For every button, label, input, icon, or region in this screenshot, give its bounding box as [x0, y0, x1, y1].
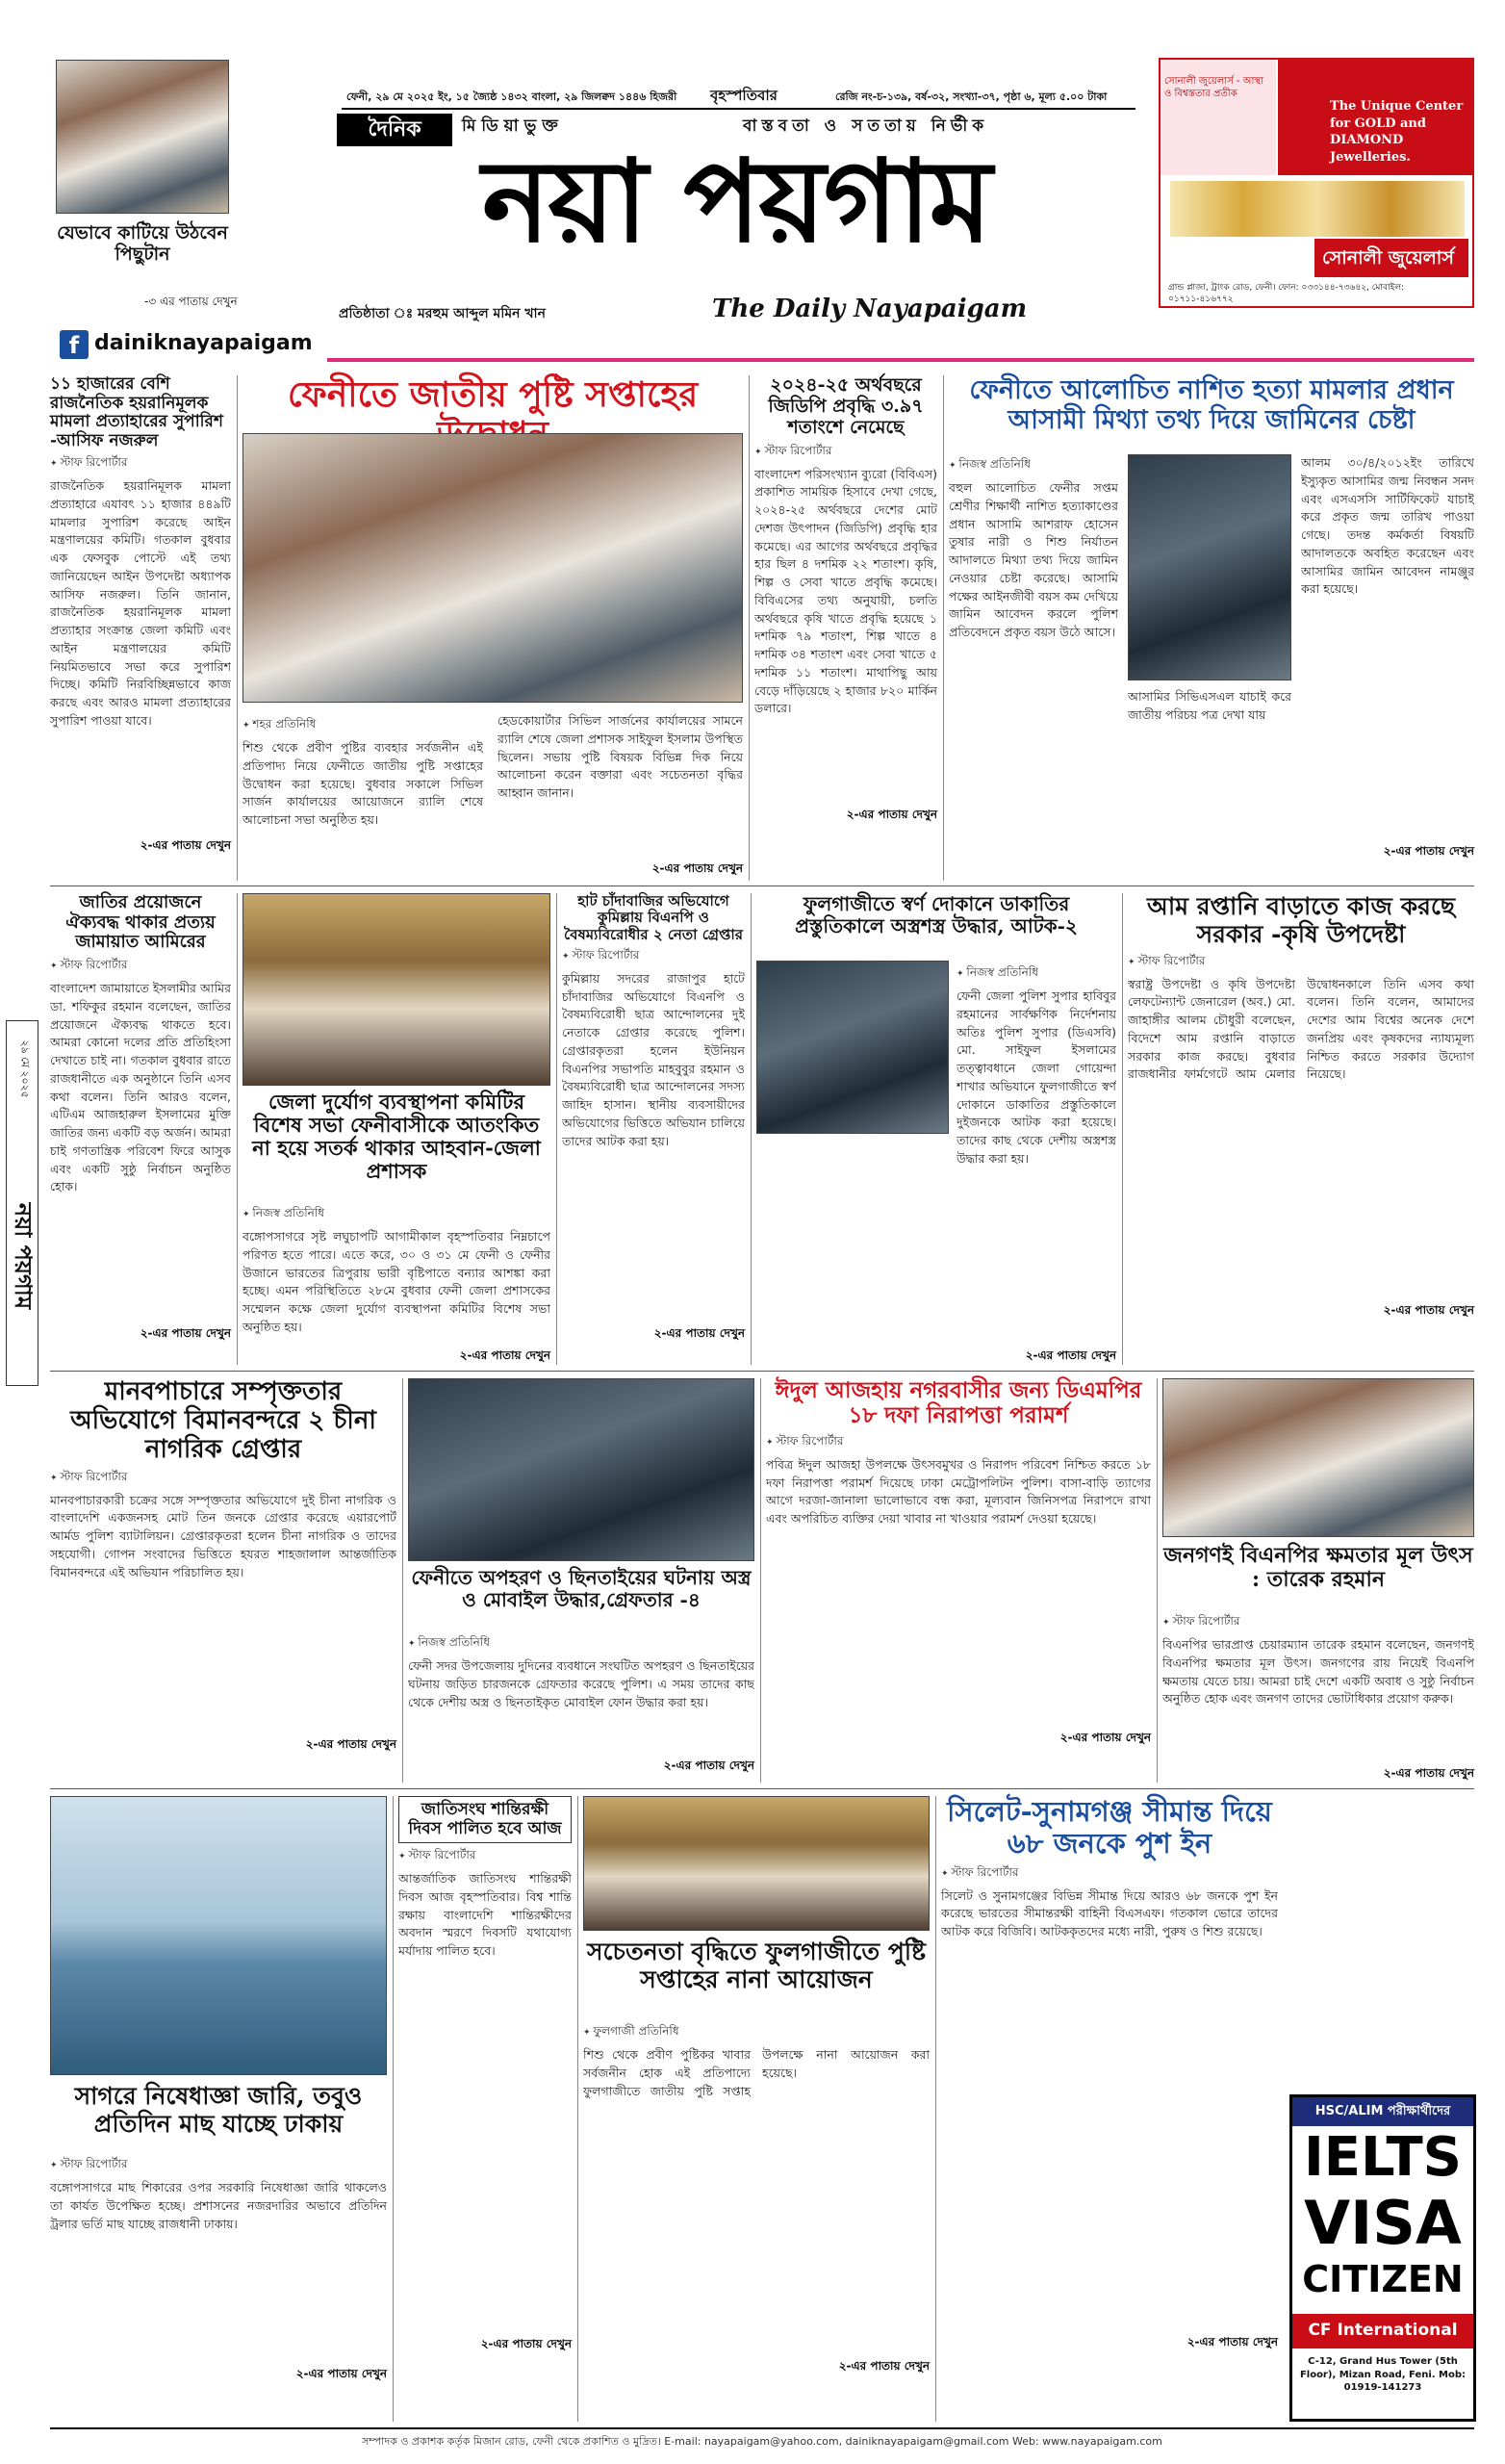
article-fulgazi-nutrition[interactable]: [583, 1796, 930, 2422]
ielts-ad-top: HSC/ALIM পরীক্ষার্থীদের: [1292, 2097, 1473, 2126]
founder-line: প্রতিষ্ঠাতা ঃ মরহুম আব্দুল মমিন খান: [339, 306, 546, 321]
reporter: ✦ নিজস্ব প্রতিনিধি: [242, 1205, 550, 1224]
reporter: ✦ স্টাফ রিপোর্টার: [766, 1433, 1151, 1452]
side-strip-name: নয়া পয়গাম: [9, 1202, 38, 1310]
reporter: ✦ স্টাফ রিপোর্টার: [398, 1847, 572, 1866]
article-photo: [1162, 1378, 1474, 1537]
reporter: ✦ ফুলগাজী প্রতিনিধি: [583, 2023, 930, 2042]
article-photo: [756, 961, 949, 1134]
ad-small-text: সোনালী জুয়েলার্স - আস্থা ও বিশ্বস্ততার প্রতীক: [1164, 76, 1263, 99]
jump-link[interactable]: ২-এর পাতায় দেখুন: [838, 2359, 930, 2373]
article-body-left: বহুল আলোচিত ফেনীর সপ্তম শ্রেণীর শিক্ষার্থী নাশিত হত্যাকাণ্ডের প্রধান আসামি আশরাফ হোসেন তুষার নারী ও শিশু নির্যাতন আদালতে মিথ্যা তথ্য দিয়ে জামিন নেওয়ার চেষ্টা করেছে। আসামি পক্ষের আইনজীবী বয়স কম দেখিয়ে জামিন আবেদন করলে পুলিশ প্রতিবেদনে প্রকৃত বয়স উঠে আসে।: [949, 480, 1118, 639]
jump-link[interactable]: ২-এর পাতায় দেখুন: [1025, 1348, 1116, 1362]
facebook-icon[interactable]: f: [60, 330, 89, 359]
article-body: বিএনপির ভারপ্রাপ্ত চেয়ারম্যান তারেক রহমান বলেছেন, জনগণই বিএনপির ক্ষমতার মূল উৎস। জনগণের রায় নিয়েই বিএনপি ক্ষমতায় যেতে চায়। আমরা চাই দেশে একটি অবাধ ও সুষ্ঠু নির্বাচন অনুষ্ঠিত হোক এবং জনগণ তাদের ভোটাধিকার প্রয়োগ করুক।: [1162, 1637, 1474, 1707]
ad-address: গ্রান্ড প্লাজা, ট্রাংক রোড, ফেনী। ফোন: ০৩৩১৪৪-৭৩৬৪২, মোবাইল: ০১৭১১-৪১৬৭৭২: [1168, 283, 1405, 304]
article-body: বাংলাদেশ জামায়াতে ইসলামীর আমির ডা. শফিকুর রহমান বলেছেন, জাতির প্রয়োজনে ঐক্যবদ্ধ থাকতে হবে। আমরা কোনো দলের প্রতি প্রতিহিংসা দেখাতে চাই না। গতকাল বুধবার রাতে রাজধানীতে এক অনুষ্ঠানে তিনি এসব কথা বলেন। তিনি আরও বলেন, এটিএম আজহারুল ইসলামের মুক্তি জাতির জন্য একটি বড় অর্জন। আমরা চাই গণতান্ত্রিক পরিবেশ ফিরে আসুক এবং একটি সুষ্ঠু নির্বাচন অনুষ্ঠিত হোক।: [50, 981, 231, 1194]
jump-link[interactable]: ২-এর পাতায় দেখুন: [140, 838, 231, 853]
jump-link[interactable]: ২-এর পাতায় দেখুন: [651, 861, 743, 875]
article-nashit-murder[interactable]: [949, 375, 1474, 881]
article-body: মানবপাচারকারী চক্রের সঙ্গে সম্পৃক্ততার অভিযোগে দুই চীনা নাগরিক ও বাংলাদেশি একজনসহ মোট তিন জনকে গ্রেপ্তার করেছে এয়ারপোর্ট আর্মড পুলিশ ব্যাটালিয়ন। গ্রেপ্তারকৃতরা হলেন চীনা নাগরিক ও তাদের সহযোগী। গোপন সংবাদের ভিত্তিতে হযরত শাহজালাল আন্তর্জাতিক বিমানবন্দরে এই অভিযান পরিচালিত হয়।: [50, 1492, 396, 1579]
article-jamaat[interactable]: [50, 893, 231, 1365]
article-dmp-eid[interactable]: [766, 1378, 1151, 1783]
article-title[interactable]: ২০২৪-২৫ অর্থবছরে জিডিপি প্রবৃদ্ধি ৩.৯৭ শতাংশে নেমেছে: [768, 374, 924, 438]
article-body-right: হেডকোয়ার্টার সিভিল সার্জনের কার্যালয়ের সামনে র‍্যালি শেষে জেলা প্রশাসক সাইফুল ইসলাম উপস্থিত ছিলেন। সভায় পুষ্টি বিষয়ক বিভিন্ন দিক নিয়ে আলোচনা করেন বক্তারা এবং সচেতনতা বৃদ্ধির আহ্বান জানান।: [497, 713, 743, 800]
ielts-ad-address: C-12, Grand Hus Tower (5th Floor), Mizan Road, Feni. Mob: 01919-141273: [1299, 2356, 1467, 2393]
tagline-left: মিডিয়াভুক্ত: [462, 116, 564, 136]
article-body: ফেনী সদর উপজেলায় দুদিনের ব্যবধানে সংঘটিত অপহরণ ও ছিনতাইয়ের ঘটনায় জড়িত চারজনকে গ্রেফতার করেছে পুলিশ। এ সময় তাদের কাছ থেকে দেশীয় অস্ত্র ও ছিনতাইকৃত মোবাইল ফোন উদ্ধার করা হয়।: [408, 1658, 754, 1709]
english-name: The Daily Nayapaigam: [712, 295, 1028, 323]
ad-english-tagline: The Unique Center for GOLD and DIAMOND Jewelleries.: [1330, 99, 1464, 165]
reporter: ✦ স্টাফ রিপোর্টার: [1162, 1613, 1474, 1632]
reporter: ✦ শহর প্রতিনিধি: [242, 716, 483, 735]
photo-caption: আসামির সিভিএসএল যাচাই করে জাতীয় পরিচয় পত্র দেখা যায়: [1128, 689, 1291, 722]
article-title[interactable]: ফেনীতে জাতীয় পুষ্টি সপ্তাহের: [287, 374, 699, 415]
article-feni-kidnapping[interactable]: [408, 1378, 754, 1783]
jump-link[interactable]: ২-এর পাতায় দেখুন: [663, 1758, 754, 1772]
weekday: বৃহস্পতিবার: [710, 87, 778, 104]
article-push-in[interactable]: [941, 1796, 1278, 2422]
article-disaster-meeting[interactable]: [242, 893, 550, 1365]
jump-link[interactable]: ২-এর পাতায় দেখুন: [295, 2367, 387, 2380]
date-line: ফেনী, ২৯ মে ২০২৫ ইং, ১৫ জ্যৈষ্ঠ ১৪৩২ বাংলা, ২৯ জিলক্বদ ১৪৪৬ হিজরী: [346, 90, 677, 103]
ad-jewellery-photo: [1170, 181, 1465, 237]
ielts-ad-line3: CITIZEN: [1302, 2258, 1464, 2300]
reporter: ✦ স্টাফ রিপোর্টার: [754, 443, 937, 462]
masthead-title: নয়া পয়গাম: [482, 134, 990, 268]
article-photo: [583, 1796, 930, 1931]
jump-link[interactable]: ২-এর পাতায় দেখুন: [653, 1325, 745, 1340]
article-title[interactable]: জনগণই বিএনপির ক্ষমতার মূল উৎস : তারেক রহমান: [1163, 1543, 1473, 1593]
article-title[interactable]: ঈদুল আজহায় নগরবাসীর জন্য ডিএমপির ১৮ দফা নিরাপত্তা পরামর্শ: [775, 1377, 1142, 1429]
ad-brand-name: সোনালী জুয়েলার্স: [1322, 247, 1454, 269]
article-body: বঙ্গোপসাগরে মাছ শিকারের ওপর সরকারি নিষেধাজ্ঞা জারি থাকলেও তা কার্যত উপেক্ষিত হচ্ছে। প্রশাসনের নজরদারির অভাবে প্রতিদিন ট্রলার ভর্তি মাছ যাচ্ছে রাজধানী ঢাকায়।: [50, 2180, 387, 2231]
article-body: স্বরাষ্ট্র উপদেষ্টা ও কৃষি উপদেষ্টা লেফটেন্যান্ট জেনারেল (অব.) মো. জাহাঙ্গীর আলম চৌধুরী বলেছেন, বিদেশে আম রপ্তানি বাড়াতে সরকার কাজ করছে। বুধবার রাজধানীর ফার্মগেটে আম মেলার উদ্বোধনকালে তিনি এসব কথা বলেন। তিনি বলেন, আমাদের দেশের আম বিশ্বের অনেক দেশে জনপ্রিয় এবং কৃষকদের ন্যায্যমূল্য নিশ্চিত করতে সরকার উদ্যোগ নিয়েছে।: [1128, 976, 1474, 1082]
article-title[interactable]: ফেনীতে অপহরণ ও ছিনতাইয়ের ঘটনায় অস্ত্র ও মোবাইল উদ্ধার,গ্রেফতার -৪: [411, 1566, 752, 1611]
reporter: ✦ নিজস্ব প্রতিনিধি: [949, 456, 1118, 475]
article-photo: [242, 433, 743, 703]
facebook-handle[interactable]: dainiknayapaigam: [94, 331, 313, 355]
jump-link[interactable]: ২-এর পাতায় দেখুন: [1059, 1730, 1151, 1744]
jump-link[interactable]: ২-এর পাতায় দেখুন: [459, 1348, 550, 1362]
article-peacekeepers[interactable]: [398, 1796, 572, 2422]
jump-link[interactable]: ২-এর পাতায় দেখুন: [1383, 844, 1474, 858]
ielts-ad-line2: VISA: [1304, 2188, 1462, 2258]
article-title[interactable]: জাতিসংঘ শান্তিরক্ষী দিবস পালিত হবে আজ: [398, 1796, 572, 1843]
article-title[interactable]: সচেতনতা বৃদ্ধিতে ফুলগাজীতে পুষ্টি সপ্তাহের নানা আয়োজন: [586, 1938, 927, 1993]
jewellery-ad[interactable]: [1159, 58, 1474, 308]
side-strip: [6, 1020, 38, 1386]
article-title[interactable]: হাট চাঁদাবাজির অভিযোগে কুমিল্লায় বিএনপি ও বৈষম্যবিরোধীর ২ নেতা গ্রেপ্তার: [564, 892, 743, 943]
ielts-ad-company: CF International: [1308, 2321, 1458, 2340]
teaser-title[interactable]: যেভাবে কাটিয়ে উঠবেন পিছুটান: [57, 222, 228, 265]
side-strip-date: ২৯ মে ২০২৫: [18, 1040, 32, 1098]
jump-link[interactable]: ২-এর পাতায় দেখুন: [305, 1736, 396, 1751]
article-comilla-arrest[interactable]: [562, 893, 745, 1365]
article-fulgazi-robbery[interactable]: [756, 893, 1116, 1365]
article-body: বাংলাদেশ পরিসংখ্যান ব্যুরো (বিবিএস) প্রকাশিত সাময়িক হিসাবে দেখা গেছে, ২০২৪-২৫ অর্থবছরে দেশের মোট দেশজ উৎপাদন (জিডিপি) প্রবৃদ্ধি হার কমেছে। এর আগের অর্থবছরে প্রবৃদ্ধির হার ছিল ৪ দশমিক ২২ শতাংশ। কৃষি, শিল্প ও সেবা খাতে প্রবৃদ্ধি কমেছে। বিবিএসের তথ্য অনুযায়ী, চলতি অর্থবছরে কৃষি খাতে প্রবৃদ্ধি হয়েছে ১ দশমিক ৭৯ শতাংশ, শিল্প খাতে ৪ দশমিক ৩৪ শতাংশ এবং সেবা খাতে ৫ দশমিক ১১ শতাংশ। মাথাপিছু আয় বেড়ে দাঁড়িয়েছে ২ হাজার ৮২০ মার্কিন ডলারে।: [754, 466, 937, 716]
article-human-trafficking[interactable]: [50, 1378, 396, 1783]
jump-link[interactable]: ২-এর পাতায় দেখুন: [480, 2337, 572, 2351]
teaser-photo: [56, 60, 229, 214]
article-photo: [50, 1796, 387, 2075]
article-tarique[interactable]: [1162, 1378, 1474, 1783]
ielts-ad[interactable]: [1289, 2094, 1476, 2422]
jump-link[interactable]: ২-এর পাতায় দেখুন: [1186, 2334, 1278, 2348]
teaser-jump: -৩ এর পাতায় দেখুন: [144, 295, 238, 308]
article-body: সিলেট ও সুনামগঞ্জের বিভিন্ন সীমান্ত দিয়ে আরও ৬৮ জনকে পুশ ইন করেছে ভারতের সীমান্তরক্ষী বাহিনী বিএসএফ। গতকাল ভোরে তাদের আটক করে বিজিবি। আটককৃতদের মধ্যে নারী, পুরুষ ও শিশু রয়েছে।: [941, 1887, 1278, 1939]
tagline-right: বাস্তবতা ও সততায় নির্ভীক: [743, 116, 989, 136]
masthead-small: দৈনিক: [337, 114, 452, 146]
jump-link[interactable]: ২-এর পাতায় দেখুন: [140, 1326, 231, 1341]
reporter: ✦ স্টাফ রিপোর্টার: [50, 1469, 396, 1488]
article-body: বঙ্গোপসাগরে সৃষ্ট লঘুচাপটি আগামীকাল বৃহস্পতিবার নিম্নচাপে পরিণত হতে পারে। এতে করে, ৩০ ও ৩১ মে ফেনী ও ফেনীর উজানে ভারতের ত্রিপুরায় ভারী বৃষ্টিপাতে বন্যার আশঙ্কা করা হচ্ছে। এমন পরিস্থিতিতে ২৮মে বুধবার ফেনী জেলা প্রশাসকের সম্মেলন কক্ষে জেলা দুর্যোগ ব্যবস্থাপনা কমিটির বিশেষ সভা অনুষ্ঠিত হয়।: [242, 1229, 550, 1334]
article-body: ফেনী জেলা পুলিশ সুপার হাবিবুর রহমানের সার্বক্ষণিক নির্দেশনায় অতিঃ পুলিশ সুপার (ডিএসবি) মো. সাইফুল ইসলামের তত্ত্বাবধানে জেলা গোয়েন্দা শাখার অভিযানে ফুলগাজীতে স্বর্ণ দোকানে ডাকাতির প্রস্তুতিকালে দুইজনকে আটক করা হয়েছে। তাদের কাছ থেকে দেশীয় অস্ত্রশস্ত্র উদ্ধার করা হয়।: [957, 988, 1116, 1166]
reporter: ✦ স্টাফ রিপোর্টার: [941, 1864, 1278, 1884]
article-nutrition-week[interactable]: [242, 375, 743, 881]
article-body: আন্তর্জাতিক জাতিসংঘ শান্তিরক্ষী দিবস আজ বৃহস্পতিবার। বিশ্ব শান্তি রক্ষায় বাংলাদেশি শান্তিরক্ষীদের অবদান স্মরণে দিবসটি যথাযোগ্য মর্যাদায় পালিত হবে।: [398, 1871, 572, 1959]
article-body: কুমিল্লায় সদরের রাজাপুর হাটে চাঁদাবাজির অভিযোগে বিএনপি ও বৈষম্যবিরোধী ছাত্র আন্দোলনের দুই নেতাকে গ্রেপ্তার করেছে পুলিশ। গ্রেপ্তারকৃতরা হলেন ইউনিয়ন বিএনপির সভাপতি মাহবুবুর রহমান ও বৈষম্যবিরোধী ছাত্র আন্দোলনের সদস্য জাহিদ হাসান। স্থানীয় ব্যবসায়ীদের অভিযোগের ভিত্তিতে অভিযান চালিয়ে তাদের আটক করা হয়।: [562, 970, 745, 1148]
article-photo: [242, 893, 550, 1086]
article-case-withdrawal[interactable]: [50, 375, 231, 881]
article-title[interactable]: ফুলগাজীতে স্বর্ণ দোকানে ডাকাতির প্রস্তুতিকালে অস্ত্রশস্ত্র উদ্ধার, আটক-২: [795, 892, 1078, 937]
article-title[interactable]: ১১ হাজারের বেশি রাজনৈতিক হয়রানিমূলক মামলা প্রত্যাহারের সুপারিশ -আসিফ নজরুল: [50, 374, 223, 450]
article-body: শিশু থেকে প্রবীণ পুষ্টিকর খাবার সর্বজনীন হোক এই প্রতিপাদ্যে ফুলগাজীতে জাতীয় পুষ্টি সপ্তাহ উপলক্ষে নানা আয়োজন করা হয়েছে।: [583, 2047, 930, 2098]
article-body-left: শিশু থেকে প্রবীণ পুষ্টির ব্যবহার সর্বজনীন এই প্রতিপাদ্য নিয়ে ফেনীতে জাতীয় পুষ্টি সপ্তাহের উদ্বোধন করা হয়েছে। বুধবার সকালে সিভিল সার্জন কার্যালয়ের আয়োজনে র‍্যালি শেষে আলোচনা সভা অনুষ্ঠিত হয়।: [242, 740, 483, 827]
reporter: ✦ নিজস্ব প্রতিনিধি: [957, 964, 1116, 984]
reg-line: রেজি নং-চ-১৩৯, বর্ষ-৩২, সংখ্যা-৩৭, পৃষ্ঠা ৬, মূল্য ৫.০০ টাকা: [835, 90, 1108, 103]
article-photo: [1128, 454, 1291, 680]
article-body: পবিত্র ঈদুল আজহা উপলক্ষে উৎসবমুখর ও নিরাপদ পরিবেশ নিশ্চিত করতে ১৮ দফা নিরাপত্তা পরামর্শ দিয়েছে ঢাকা মেট্রোপলিটন পুলিশ। বাসা-বাড়ি ত্যাগের আগে দরজা-জানালা ভালোভাবে বন্ধ করা, মূল্যবান জিনিসপত্র নিরাপদে রাখা এবং অপরিচিত ব্যক্তির দেয়া খাবার না খাওয়ার পরামর্শ দেওয়া হয়েছে।: [766, 1456, 1151, 1527]
article-title[interactable]: জেলা দুর্যোগ ব্যবস্থাপনা কমিটির বিশেষ সভা ফেনীবাসীকে আতংকিত না হয়ে সতর্ক থাকার আহবান-জেলা প্রশাসক: [252, 1090, 541, 1184]
article-title[interactable]: মানবপাচারে সম্পৃক্ততার অভিযোগে বিমানবন্দরে ২ চীনা নাগরিক গ্রেপ্তার: [70, 1377, 376, 1464]
article-title[interactable]: সিলেট-সুনামগঞ্জ সীমান্ত দিয়ে ৬৮ জনকে পুশ ইন: [947, 1795, 1272, 1861]
article-title[interactable]: সাগরে নিষেধাজ্ঞা জারি, তবুও প্রতিদিন মাছ যাচ্ছে ঢাকায়: [74, 2082, 363, 2138]
reporter: ✦ নিজস্ব প্রতিনিধি: [408, 1634, 754, 1654]
article-title[interactable]: ফেনীতে আলোচিত নাশিত হত্যা মামলার প্রধান আসামী মিথ্যা তথ্য দিয়ে জামিনের চেষ্টা: [969, 375, 1454, 436]
article-photo: [408, 1378, 754, 1561]
reporter: ✦ স্টাফ রিপোর্টার: [50, 454, 231, 474]
article-sea-fishing[interactable]: [50, 1796, 387, 2422]
reporter: ✦ স্টাফ রিপোর্টার: [50, 2156, 387, 2175]
reporter: ✦ স্টাফ রিপোর্টার: [1128, 953, 1474, 972]
article-body: রাজনৈতিক হয়রানিমূলক মামলা প্রত্যাহারে এযাবৎ ১১ হাজার ৪৪৯টি মামলার সুপারিশ করেছে আইন মন্ত্রণালয়ের কমিটি। গতকাল বুধবার এক ফেসবুক পোস্টে এই তথ্য জানিয়েছেন আইন উপদেষ্টা অধ্যাপক আসিফ নজরুল। তিনি জানান, রাজনৈতিক হয়রানিমূলক মামলা প্রত্যাহার সংক্রান্ত জেলা কমিটি এবং আইন মন্ত্রণালয়ের কমিটি নিয়মিতভাবে সভা করে সুপারিশ দিচ্ছে। কমিটি নিরবিচ্ছিন্নভাবে কাজ করছে এবং আরও মামলা প্রত্যাহারের সুপারিশ পাওয়া যাবে।: [50, 478, 231, 728]
article-mango-export[interactable]: [1128, 893, 1474, 1365]
footer-text: সম্পাদক ও প্রকাশক কর্তৃক মিজান রোড, ফেনী থেকে প্রকাশিত ও মুদ্রিত। E-mail: nayapaigam@yahoo.com, dainiknayapaigam@gmail.com Web: www.nayapaigam.com: [362, 2435, 1162, 2448]
article-title[interactable]: আম রপ্তানি বাড়াতে কাজ করছে সরকার -কৃষি উপদেষ্টা: [1146, 892, 1456, 948]
jump-link[interactable]: ২-এর পাতায় দেখুন: [846, 807, 937, 821]
article-body-right: আলম ৩০/৪/২০১২ইং তারিখে ইস্যুকৃত আসামির জন্ম নিবন্ধন সনদ এবং এসএসসি সার্টিফিকেট যাচাই করে প্রকৃত জন্ম তারিখ পাওয়া গেছে। তদন্ত কর্মকর্তা বিষয়টি আদালতকে অবহিত করেছেন এবং আসামির জামিন আবেদন নামঞ্জুর করা হয়েছে।: [1301, 455, 1474, 597]
article-gdp[interactable]: [754, 375, 937, 881]
jump-link[interactable]: ২-এর পাতায় দেখুন: [1383, 1302, 1474, 1317]
ielts-ad-line1: IELTS: [1303, 2126, 1463, 2189]
reporter: ✦ স্টাফ রিপোর্টার: [562, 947, 745, 966]
article-title[interactable]: জাতির প্রয়োজনে ঐক্যবদ্ধ থাকার প্রত্যয় জামায়াত আমিরের: [65, 892, 216, 953]
jump-link[interactable]: ২-এর পাতায় দেখুন: [1383, 1766, 1474, 1780]
reporter: ✦ স্টাফ রিপোর্টার: [50, 957, 231, 976]
